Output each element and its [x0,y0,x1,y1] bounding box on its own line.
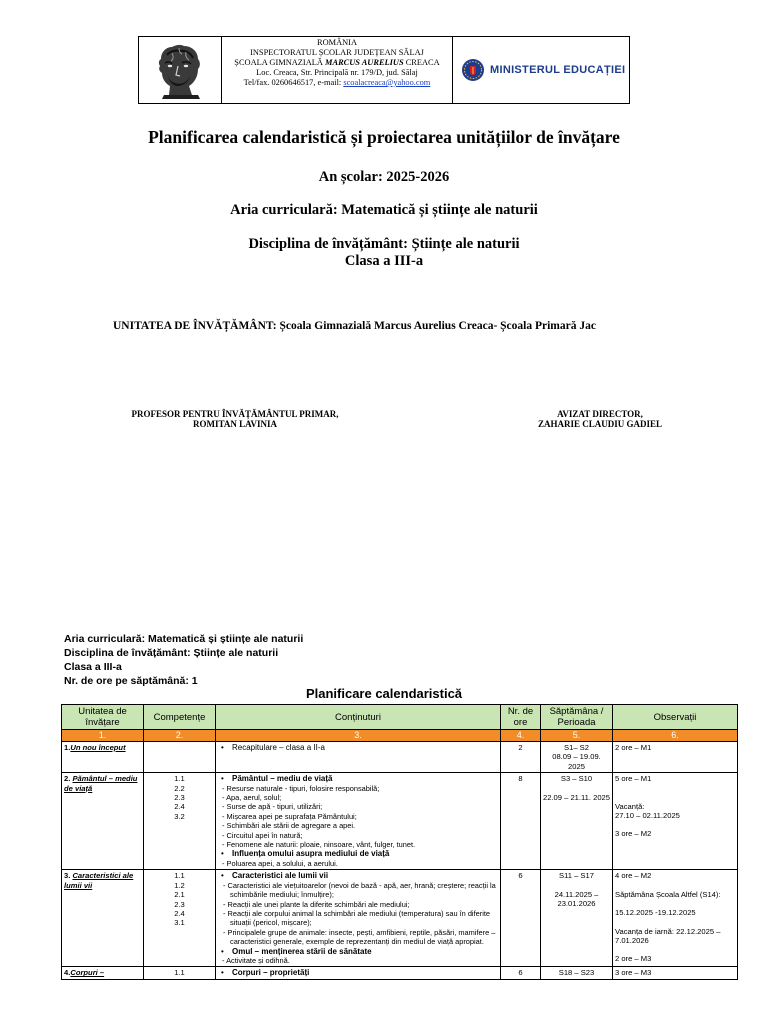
date-range: 08.09 – 19.09. 2025 [552,752,601,771]
ministry-label: MINISTERUL EDUCAȚIEI [490,64,626,76]
school-suffix: CREACA [403,58,440,67]
school-address [222,37,453,103]
col-header-hours: Nr. de ore [501,705,541,730]
competences-cell [144,742,216,773]
teacher-role: PROFESOR PENTRU ÎNVĂȚĂMÂNTUL PRIMAR, [131,409,339,419]
note-line: 3 ore – M2 [615,829,652,839]
note-line: 5 ore – M1 [615,774,652,784]
unit-cell [62,967,144,979]
table-header-row [62,705,738,730]
table-row [62,773,738,870]
col-header-notes: Observații [613,705,738,730]
document-title: Planificarea calendaristică și proiectarea unitățiilor de învățare [148,127,620,147]
unit-number: 3. [64,871,73,881]
competences-cell [144,967,216,979]
country-line: ROMÂNIA [316,38,357,47]
school-prefix: ȘCOALA GIMNAZIALĂ [234,58,326,67]
note-line: 27.10 – 02.11.2025 [615,811,680,821]
content-heading: • Omul – menținerea stării de sănătate [218,947,498,956]
table-row [62,870,738,967]
competence-code: 2.3 [174,899,185,909]
competence-code: 2.4 [174,908,185,918]
col-header-contents: Conținuturi [216,705,501,730]
unit-title: Caracteristici ale lumii vii [64,871,134,890]
notes-cell [613,773,738,870]
unit-title: Corpuri – [70,968,105,978]
weeks-range: S3 – S10 [560,774,593,784]
date-range: 22.09 – 21.11. 2025 [543,792,610,802]
hours-cell: 6 [501,967,541,979]
competence-code: 1.1 [174,871,185,881]
info-area: Aria curriculară: Matematică și științe ale naturii [64,633,304,645]
plan-title: Planificare calendaristică [305,686,463,701]
date-range: 24.11.2025 – 23.01.2026 [554,889,599,909]
content-item: - Circuitul apei în natură; [222,830,303,840]
notes-cell: 3 ore – M3 [613,967,738,979]
content-item: - Surse de apă - tipuri, utilizări; [222,802,323,812]
content-heading: • Corpuri – proprietăți [218,968,498,977]
competence-code: 2.3 [174,793,185,803]
table-row [62,967,738,979]
info-discipline: Disciplina de învățământ: Științe ale naturii [64,647,279,659]
period-cell [541,773,613,870]
unit-cell [62,773,144,870]
school-unit: UNITATEA DE ÎNVĂȚĂMÂNT: Școala Gimnazială Marcus Aurelius Creaca- Școala Primară Jac [113,320,596,332]
info-class: Clasa a III-a [64,661,122,673]
teacher-signature [130,409,340,429]
col-number: 4. [501,730,541,742]
contents-cell [216,870,501,967]
note-line: Vacanța de iarnă: 22.12.2025 – 7.01.2026 [615,926,721,945]
note-line: 15.12.2025 -19.12.2025 [615,908,696,918]
discipline-block [0,236,768,270]
note-line: 2 ore – M3 [615,954,652,964]
competences-cell [144,870,216,967]
content-item: - Schimbări ale stării de agregare a apei. [222,821,356,831]
hours-cell: 8 [501,773,541,870]
inspectorate-line: INSPECTORATUL ȘCOLAR JUDEȚEAN SĂLAJ [250,48,424,57]
director-name: ZAHARIE CLAUDIU GADIEL [537,419,663,429]
column-number-row [62,730,738,742]
notes-cell: 2 ore – M1 [613,742,738,773]
director-signature [515,409,685,429]
curricular-area: Aria curriculară: Matematică și științe ale naturii [230,202,538,218]
info-hours: Nr. de ore pe săptămână: 1 [64,675,198,687]
period-cell: S18 – S23 [541,967,613,979]
period-cell [541,870,613,967]
contents-cell [216,773,501,870]
period-cell [541,742,613,773]
contents-cell [216,967,501,979]
content-heading: • Pământul – mediu de viață [218,774,498,783]
content-item: - Apa, aerul, solul; [222,793,282,803]
notes-cell [613,870,738,967]
content-item: - Fenomene ale naturii: ploaie, ninsoare, vânt, fulger, tunet. [222,840,416,850]
col-number: 3. [216,730,501,742]
email-link[interactable]: scoalacreaca@yahoo.com [343,78,431,87]
unit-number: 1. [64,743,71,752]
planning-table [61,704,738,980]
note-line: Săptămâna Școala Altfel (S14): [615,889,721,899]
unit-title: Pământul – mediu de viață [64,774,138,793]
unit-number: 2. [64,774,73,784]
competence-code: 2.2 [174,783,185,793]
content-heading: • Influența omului asupra mediului de viață [218,849,498,858]
unit-title: Un nou început [70,743,126,752]
letterhead [138,36,630,104]
content-heading: • Caracteristici ale lumii vii [218,871,498,880]
address-line: Loc. Creaca, Str. Principală nr. 179/D, jud. Sălaj [256,68,418,77]
school-name-line [222,58,452,68]
table-row [62,742,738,773]
content-heading: • Recapitulare – clasa a II-a [218,743,498,752]
school-name-italic: MARCUS AURELIUS [325,58,404,67]
teacher-name: ROMITAN LAVINIA [193,419,277,429]
school-logo-cell [139,37,222,103]
col-number: 2. [144,730,216,742]
contents-cell [216,742,501,773]
director-role: AVIZAT DIRECTOR, [557,409,643,419]
competence-code: 1.1 [174,774,185,784]
col-header-period: Săptămâna / Perioada [541,705,613,730]
col-number: 6. [613,730,738,742]
col-number: 1. [62,730,144,742]
ministry-logo-cell [453,37,629,103]
col-header-unit: Unitatea de învățare [62,705,144,730]
note-line: 4 ore – M2 [615,871,652,881]
competence-code: 1.2 [174,880,185,890]
class-level: Clasa a III-a [344,253,424,269]
competence-code: 3.1 [174,918,185,928]
competence-code: 3.2 [174,811,185,821]
col-header-competences: Competențe [144,705,216,730]
content-item: - Activitate și odihnă. [222,955,290,965]
content-item: - Resurse naturale - tipuri, folosire responsabilă; [222,783,380,793]
note-line: Vacanță: [615,801,645,811]
weeks-range: S1– S2 [564,743,589,752]
content-item: - Mișcarea apei pe suprafața Pământului; [222,811,357,821]
contact-line [222,78,452,88]
content-item: - Reacții ale unei plante la diferite schimbări ale mediului; [223,899,410,909]
weeks-range: S11 – S17 [559,871,594,881]
content-item: - Reacții ale corpului animal la schimbări ale mediului (temperatura) sau în diferite situații (pericol, mișcare); [223,908,491,928]
phone-text: Tel/fax. 0260646517, e-mail: [243,78,344,87]
unit-cell [62,742,144,773]
ministry-emblem-icon [461,58,485,82]
unit-cell [62,870,144,967]
col-number: 5. [541,730,613,742]
competence-code: 2.1 [174,890,185,900]
school-year: An școlar: 2025-2026 [318,169,450,185]
competence-code: 1.1 [174,968,185,978]
unit-number: 4. [64,968,71,978]
competence-code: 2.4 [174,802,185,812]
hours-cell: 2 [501,742,541,773]
content-item: - Principalele grupe de animale: insecte, pești, amfibieni, reptile, păsări, mamifere – caracteristici generale, exemple de reprezentanți din mediul de viață apropiat. [223,927,496,947]
content-item: - Caracteristici ale viețuitoarelor (nevoi de bază - apă, aer, hrană; creștere; reacții la schimbările mediului; înmulțire); [223,880,496,900]
course-info [64,632,303,688]
discipline: Disciplina de învățământ: Științe ale naturii [248,236,520,252]
competences-cell [144,773,216,870]
marcus-aurelius-bust-icon [152,39,208,101]
content-item: - Poluarea apei, a solului, a aerului. [222,858,338,868]
hours-cell: 6 [501,870,541,967]
